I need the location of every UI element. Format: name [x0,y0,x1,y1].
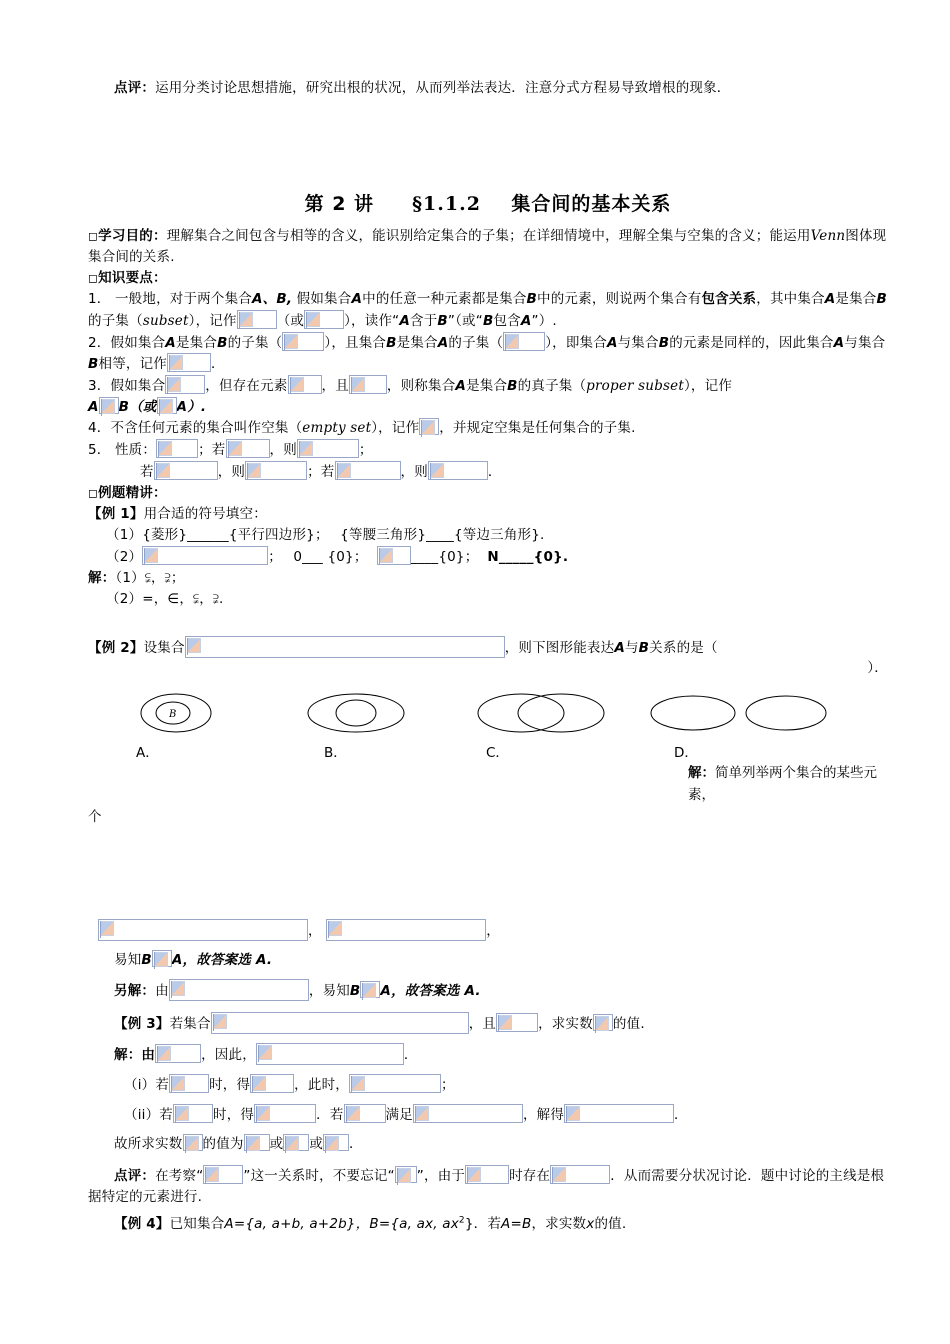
k1-m: 的子集（ [88,312,143,329]
top-note-label: 点评： [114,80,156,96]
formula-placeholder [377,546,411,565]
formula-placeholder [344,1104,386,1123]
page-title [88,189,888,216]
formula-placeholder [173,1104,213,1123]
k2-g: B [386,334,397,351]
k4-a: 4．不含任何元素的集合叫作空集（ [88,420,303,437]
formula-placeholder [395,1166,417,1183]
formula-placeholder [419,418,439,435]
formula-placeholder [428,461,488,480]
alt-b: ，易知 [308,983,350,1000]
example-2-paren-close [88,658,888,679]
top-note [88,78,888,99]
k2-p: A [833,334,845,351]
example-2-solution-label: 解： [688,765,715,782]
k1-i: ，其中集合 [756,290,825,307]
case-ii-c: ．若 [316,1107,344,1123]
k3-f: 是集合 [466,378,508,395]
k5-f: ，则 [217,464,246,481]
formula-placeholder [360,981,380,998]
note-d: 时存在 [509,1167,551,1184]
ex3-b: ，且 [468,1016,497,1033]
ex2-easy-a: 易知 [114,952,142,969]
formula-placeholder [250,1074,294,1093]
knowledge-item-3 [88,375,888,397]
k1-p: ），读作“ [344,312,400,329]
k2-a: 2．假如集合 [88,334,166,351]
formula-placeholder [169,979,309,1001]
example-2-f: 关系的是（ [649,639,718,656]
formula-placeholder [256,1043,404,1065]
example-2-d: 与 [624,639,639,656]
ex2-easy-b: B [141,952,152,969]
ex4-sup: 2 [458,1215,465,1226]
k2-n: B [658,334,670,351]
knowledge-heading [88,268,888,289]
k5-e: 若 [140,464,154,481]
comma-2: ， [486,923,500,940]
example-1-text: 用合适的符号填空： [143,505,267,522]
k2-s: 相等，记作 [98,356,167,373]
example-1-solution-2-text: （2）=，∈，⫋，⫌. [106,590,224,607]
alt-solution-label: 另解： [114,983,156,1000]
k3-i: ），记作 [683,378,733,395]
ex3-concl-d: 或 [309,1135,324,1152]
note-label: 点评： [114,1167,156,1184]
formula-placeholder [593,1014,613,1031]
k4-b: ），记作 [371,420,420,437]
formula-placeholder [155,1044,201,1063]
formula-placeholder [282,332,324,351]
formula-placeholder [169,1074,209,1093]
k1-w: A [520,312,532,329]
formula-placeholder [335,461,401,480]
example-1-solution-1 [88,568,888,589]
k3-d: ，则称集合 [386,378,456,395]
ex3-concl-a: 故所求实数 [114,1135,183,1152]
example-2-formula-row [98,919,888,942]
k1-c: 假如集合 [296,290,352,307]
ex3-concl-b: 的值为 [202,1135,244,1152]
ex4-text-2: A={a, a+b, a+2b}，B={a, ax, ax [224,1215,459,1232]
ex3-concl-c: 或 [269,1135,284,1152]
k2-q: 与集合 [844,334,886,351]
formula-placeholder [157,397,177,414]
ex3-sol-c: ． [403,1047,418,1064]
k2-e: 的子集（ [227,334,283,351]
ex4-text-3: }．若 [464,1215,502,1232]
top-note-text: 运用分类讨论思想措施，研究出根的状况，从而列举法表达．注意分式方程易导致增根的现象． [155,80,731,96]
formula-placeholder [185,636,505,658]
formula-placeholder [326,919,486,941]
example-1-solution-1-text: （1）⫋，⫌； [115,569,185,586]
formula-placeholder [226,439,270,458]
aim-text: 理解集合之间包含与相等的含义，能识别给定集合的子集；在详细情境中，理解全集与空集的含义；能运用 [166,227,811,244]
formula-placeholder [156,439,198,458]
formula-placeholder [564,1104,674,1123]
title-section: §1.1.2 [412,192,481,215]
choice-a-label: A． [136,745,159,762]
k1-v: 包含 [493,312,521,329]
formula-placeholder [496,1013,538,1032]
case-ii-e: ，解得 [522,1107,565,1123]
comma-1: ， [308,923,322,940]
k2-d: B [217,334,228,351]
example-1-label: 【例 1】 [88,505,144,522]
formula-placeholder [154,461,218,480]
knowledge-label: 知识要点： [98,269,167,286]
ex3-c: ，求实数 [538,1016,593,1033]
formula-placeholder [183,1134,203,1151]
formula-placeholder [288,375,322,394]
choice-b-label: B． [324,745,347,762]
example-1-part-2-d: N_____{0}. [487,548,569,565]
example-2-solution-indiv: 个 [88,808,102,825]
formula-placeholder [98,919,308,941]
case-ii-f: ． [674,1107,688,1123]
example-2-a: 设集合 [143,639,185,656]
aim-text2: 图体现集合间的关系. [88,227,887,265]
venn-word: Venn [810,227,846,244]
knowledge-item-3-cont [88,397,888,418]
k1-u: B [482,312,494,329]
k1-r: 含于 [410,312,438,329]
k5-i: ． [487,464,502,481]
k3-h: 的真子集（ [517,378,587,395]
example-2-heading [88,636,888,659]
k2-k: ），即集合 [545,334,607,351]
example-3-solution [88,1043,888,1066]
k2-r: B [88,356,99,373]
formula-placeholder [413,1104,523,1123]
formula-placeholder [465,1165,509,1184]
k2-h: 是集合 [396,334,438,351]
case-ii-b: 时，得 [213,1107,255,1123]
example-1-part-2-a: （2） [106,548,143,565]
k2-c: 是集合 [175,334,218,351]
knowledge-item-2 [88,332,888,376]
example-2-g: ）． [867,660,888,677]
knowledge-item-4 [88,418,888,439]
ex4-text-6: x [586,1215,595,1232]
k1-g: 中的元素，则说两个集合有 [537,290,702,307]
k3-g: B [507,378,518,395]
k4-c: ，并规定空集是任何集合的子集. [439,420,636,437]
venn-option-c [476,687,606,739]
alt-c: B [349,983,361,1000]
solution-label: 解： [88,569,116,586]
venn-diagram-row [88,687,888,741]
k5-a: 5． 性质： [88,442,157,459]
note-c: ”，由于 [416,1167,466,1184]
k2-j: 的子集（ [448,334,504,351]
example-2-alt-solution [88,979,888,1002]
venn-option-d [648,687,828,739]
ex4-text-7: 的值. [594,1215,627,1232]
k3-proper-word: proper subset [586,378,684,395]
formula-placeholder [237,310,277,329]
ex4-text-1: 已知集合 [169,1215,225,1232]
formula-placeholder [244,1134,270,1151]
example-3-label: 【例 3】 [114,1016,170,1033]
example-3-conclusion [88,1134,888,1155]
square-bullet-icon: ◻ [88,270,99,285]
case-i-c: ，此时， [294,1077,349,1094]
aim-label: 学习目的： [98,227,167,244]
knowledge-item-1 [88,289,888,332]
venn-choice-labels [88,741,888,763]
formula-placeholder [211,1012,469,1034]
venn-option-a [136,687,216,739]
formula-placeholder [283,1134,309,1151]
k1-l: B [876,290,888,307]
formula-placeholder [503,332,545,351]
k2-m: 与集合 [617,334,659,351]
alt-d: A，故答案选 A. [380,983,481,1000]
formula-placeholder [323,1134,349,1151]
k3-a: 3．假如集合 [88,378,166,395]
example-4-label: 【例 4】 [114,1215,170,1232]
ex3-concl-e: ． [349,1135,363,1152]
ex4-text-4: A=B [501,1215,532,1232]
ex3-a: 若集合 [169,1016,211,1033]
formula-placeholder [165,375,205,394]
example-2-c: A [614,639,625,656]
square-bullet-icon: ◻ [88,485,99,500]
ex3-solution-label: 解：由 [114,1047,156,1064]
k1-q: A [399,312,410,329]
case-i-d: ； [440,1077,455,1094]
formula-placeholder [297,439,359,458]
example-1-part-1 [88,525,888,546]
k1-s: B [437,312,448,329]
knowledge-item-5 [88,439,888,461]
ex3-d: 的值. [612,1016,645,1033]
example-1-part-1-text: （1）{菱形}______{平行四边形}； {等腰三角形}____{等边三角形}. [106,526,545,543]
k3-k: B（或 [118,399,157,416]
example-3-case-i [88,1074,888,1096]
formula-placeholder [203,1165,243,1184]
aim-paragraph [88,226,888,268]
k1-f: B [526,290,538,307]
example-2-solution-block [688,763,888,806]
k5-c: ，则 [269,442,297,459]
example-3-case-ii [88,1104,888,1126]
square-bullet-icon: ◻ [88,228,99,243]
k3-m: A）. [176,399,207,416]
svg-text:B: B [169,709,177,721]
case-i-b: 时，得 [209,1077,251,1094]
formula-placeholder [349,1074,441,1093]
example-2-e: B [638,639,650,656]
case-ii-d: 满足 [385,1107,413,1123]
k4-empty-word: empty set [302,420,372,437]
k2-t: ． [211,356,225,373]
note-a: 在考察“ [155,1167,204,1184]
k5-h: ，则 [400,464,428,481]
choice-c-label: C． [486,745,509,762]
k2-o: 的元素是同样的，因此集合 [669,334,834,351]
example-1-solution-2 [88,589,888,610]
example-1-part-2-b: ； 0___ {0}； [268,548,368,565]
k2-i: A [437,334,449,351]
ex4-text-5: ，求实数 [531,1215,587,1232]
k1-j: A [824,290,836,307]
example-3-heading [88,1012,888,1035]
k2-l: A [606,334,618,351]
k2-b: A [165,334,176,351]
k1-d: A [351,290,363,307]
formula-placeholder [142,546,268,565]
choice-d-label: D． [674,745,698,762]
k3-j: A [88,399,99,416]
case-ii-a: （ii）若 [124,1107,174,1123]
formula-placeholder [152,950,172,967]
example-2-label: 【例 2】 [88,639,144,656]
k1-e: 中的任意一种元素都是集合 [362,290,527,307]
k5-g: ；若 [307,464,335,481]
example-2-conclusion [88,950,888,971]
formula-placeholder [304,310,344,329]
note-b: ”这一关系时，不要忘记“ [243,1167,395,1184]
example-2-b: ，则下图形能表达 [504,639,615,656]
formula-placeholder [550,1165,610,1184]
k2-f: ），且集合 [324,334,387,351]
k1-o: （或 [276,312,305,329]
alt-a: 由 [155,983,169,1000]
title-prefix: 第 2 讲 [304,192,375,215]
example-4-heading [88,1214,888,1235]
formula-placeholder [99,397,119,414]
k1-t: ”（或“ [447,312,483,329]
venn-option-b [306,687,406,739]
example-2-solution-text: 简单列举两个集合的某些元素， [688,765,877,803]
examples-label: 例题精讲： [98,484,167,501]
k1-subset-word: subset [142,312,189,329]
k3-c: ，且 [321,378,349,395]
k5-b: ；若 [198,442,226,459]
k1-h: 包含关系 [701,290,757,307]
k3-b: ，但存在元素 [205,378,288,395]
example-1-part-2 [88,546,888,568]
knowledge-item-5-cont [88,461,888,483]
case-i-a: （i）若 [124,1077,170,1094]
k1-b: A、B, [251,290,293,307]
formula-placeholder [349,375,387,394]
example-1-heading [88,504,888,525]
examples-heading [88,483,888,504]
note-e: ．从而需要分状况讨论．题中讨论的主线是根据特定的元素进行. [88,1167,885,1205]
formula-placeholder [167,353,211,372]
example-3-note [88,1165,888,1208]
k5-d: ； [358,442,373,459]
title-main: 集合间的基本关系 [511,192,672,215]
k3-e: A [455,378,467,395]
example-1-part-2-c: ____{0}； [410,548,479,565]
ex3-sol-b: ，因此， [201,1047,256,1064]
k1-a: 1． 一般地，对于两个集合 [88,290,252,307]
k1-n: ），记作 [188,312,237,329]
formula-placeholder [254,1104,316,1123]
k1-k: 是集合 [835,290,877,307]
k1-x: ”）. [531,312,557,329]
formula-placeholder [245,461,307,480]
ex2-easy-c: A，故答案选 A. [171,952,273,969]
